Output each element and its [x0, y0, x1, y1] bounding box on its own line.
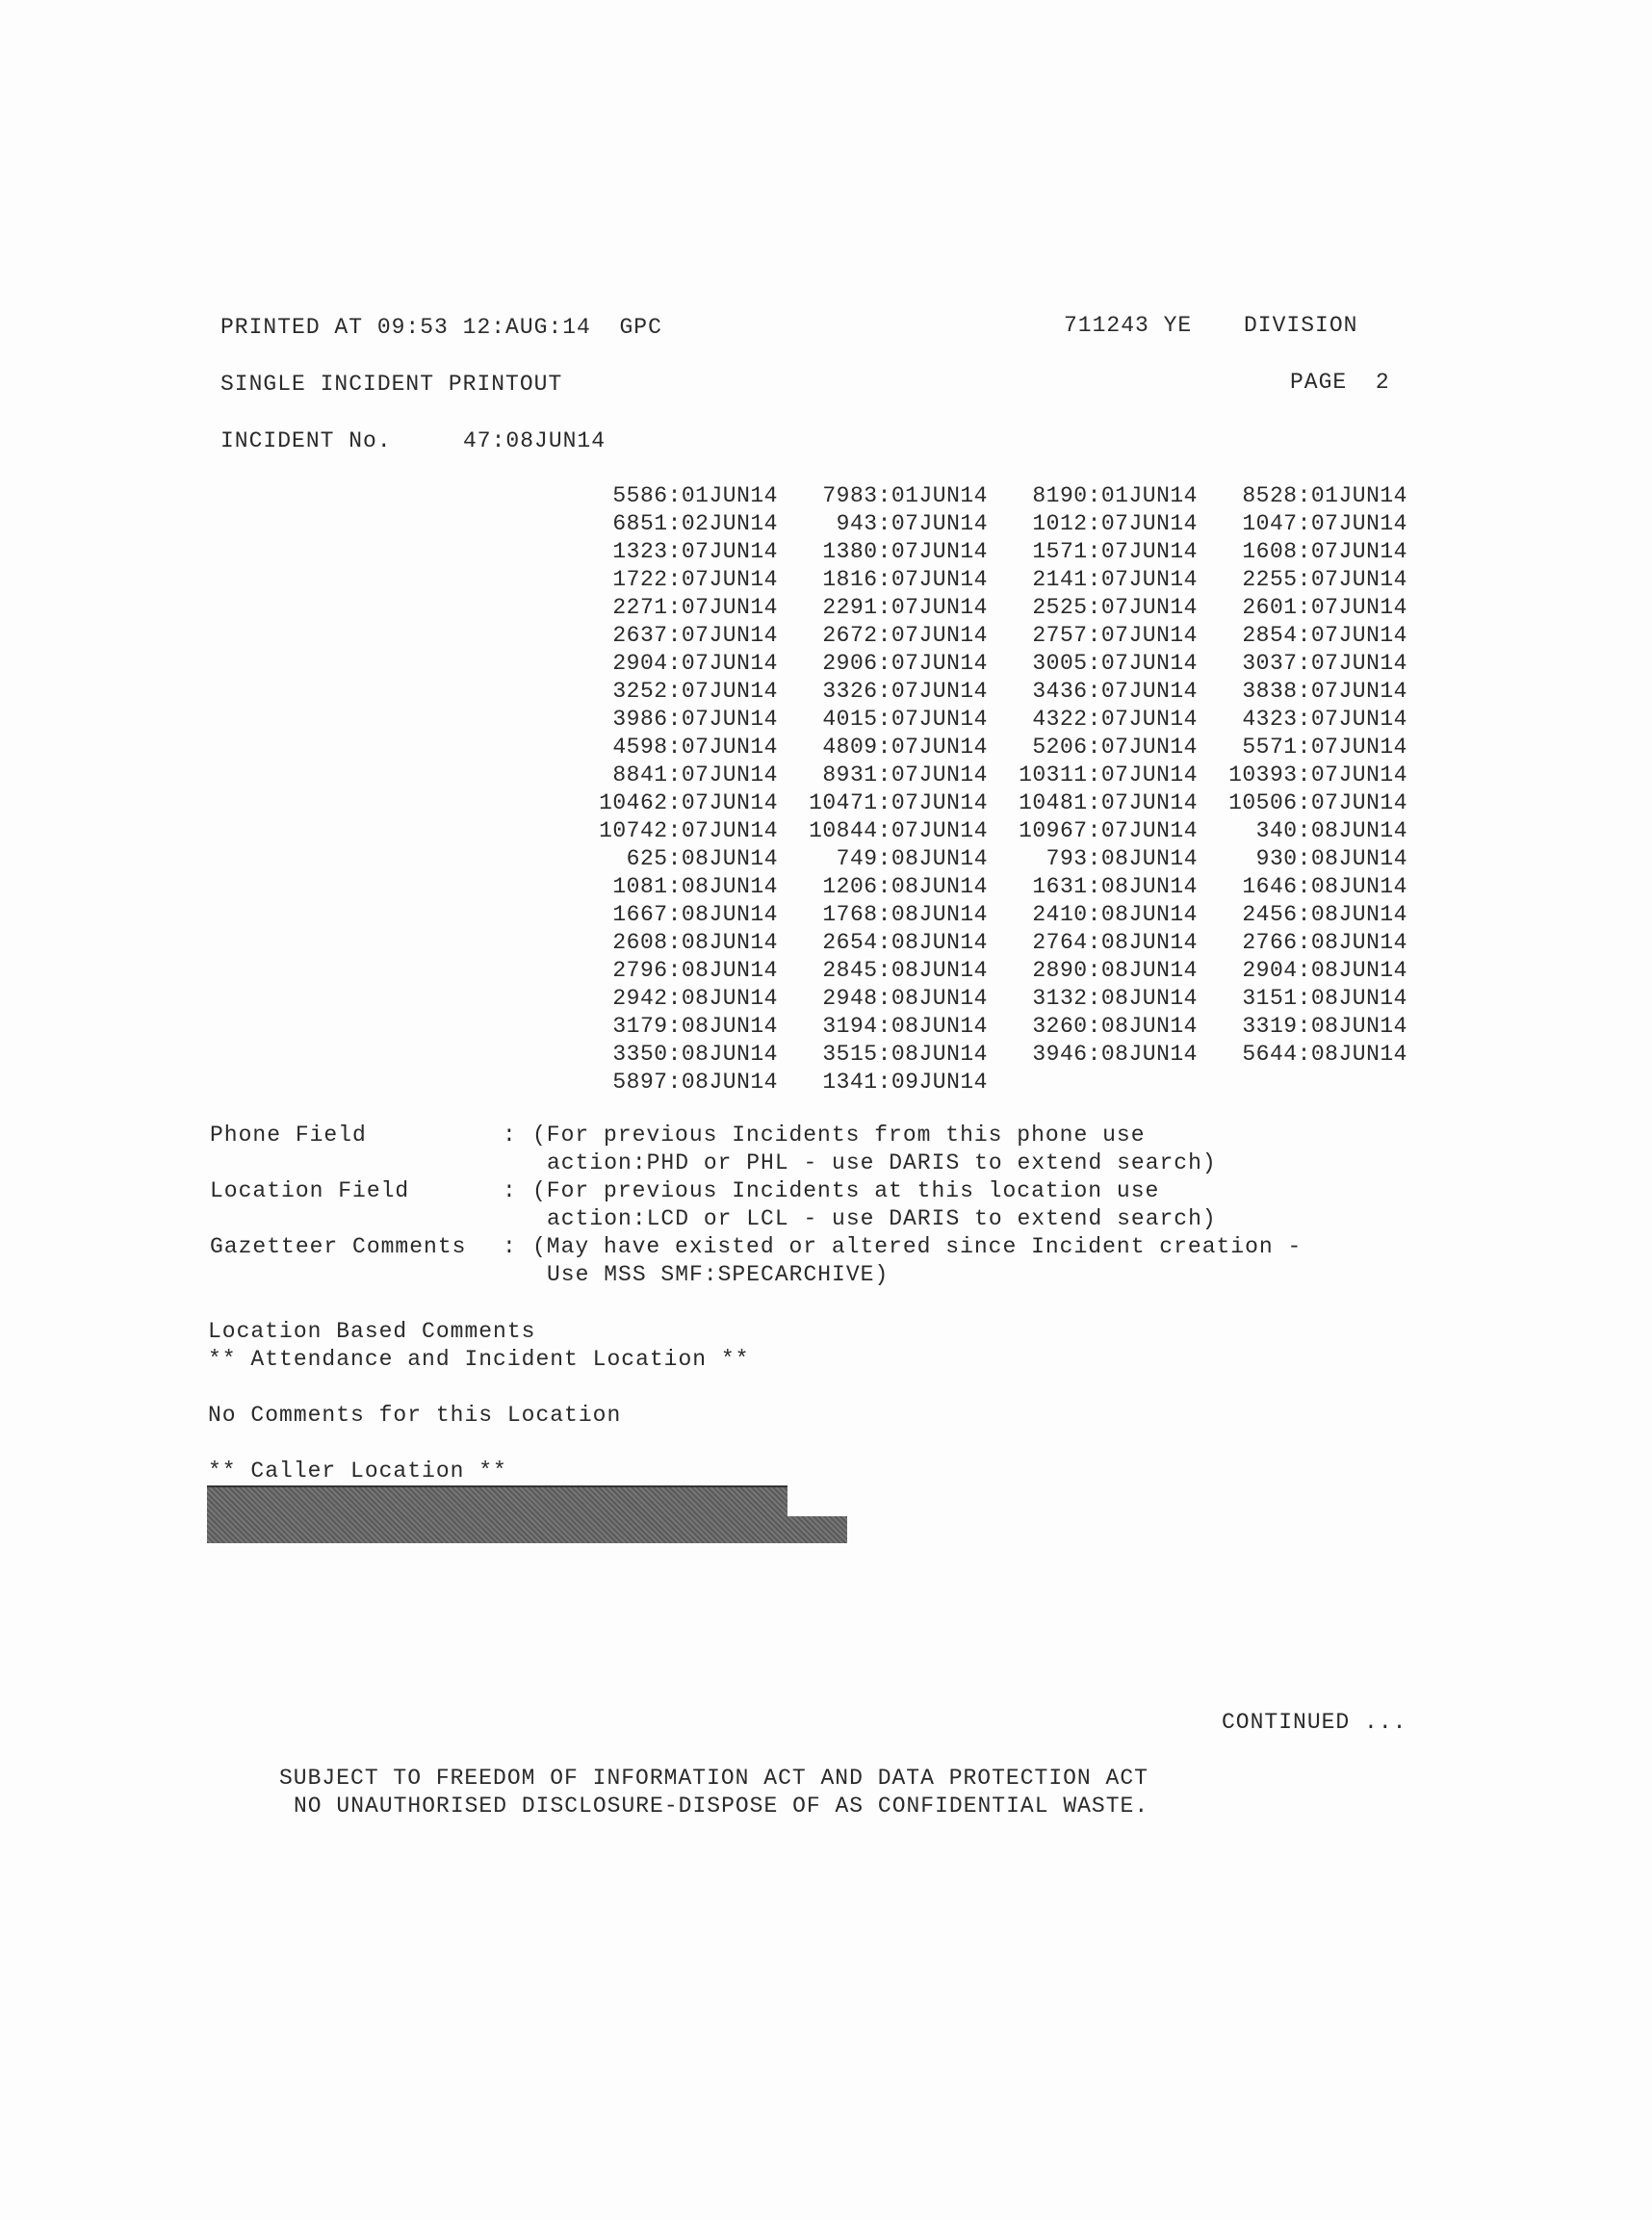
- page-number: PAGE 2: [1290, 370, 1390, 395]
- incident-reference: 1380:07JUN14: [822, 538, 988, 564]
- phone-field-note-2: action:PHD or PHL - use DARIS to extend search): [547, 1150, 1217, 1175]
- incident-reference: 2904:07JUN14: [612, 650, 778, 676]
- incident-reference: 3179:08JUN14: [612, 1013, 778, 1039]
- incident-reference: 930:08JUN14: [1255, 845, 1407, 871]
- incident-reference: 340:08JUN14: [1255, 817, 1407, 843]
- incident-reference: 1047:07JUN14: [1242, 510, 1407, 536]
- incident-reference: 10462:07JUN14: [599, 789, 778, 815]
- division-label: DIVISION: [1244, 313, 1358, 338]
- incident-reference: 2948:08JUN14: [822, 985, 988, 1011]
- incident-row: [568, 872, 1407, 900]
- location-field-separator: :: [503, 1178, 516, 1203]
- page-title: SINGLE INCIDENT PRINTOUT: [220, 372, 563, 397]
- incident-reference: 10471:07JUN14: [809, 789, 988, 815]
- incident-reference: 1722:07JUN14: [612, 566, 778, 592]
- incident-reference: 3436:07JUN14: [1032, 678, 1198, 704]
- gazetteer-separator: :: [503, 1234, 516, 1259]
- incident-reference: 5571:07JUN14: [1242, 734, 1407, 760]
- incident-reference: 3252:07JUN14: [612, 678, 778, 704]
- incident-reference: 1631:08JUN14: [1032, 873, 1198, 899]
- phone-field-label: Phone Field: [210, 1123, 367, 1148]
- incident-reference: 2757:07JUN14: [1032, 622, 1198, 648]
- incident-reference: 3946:08JUN14: [1032, 1041, 1198, 1067]
- reference-number: 711243 YE: [1064, 313, 1193, 338]
- phone-field-separator: :: [503, 1123, 516, 1148]
- no-comments-text: No Comments for this Location: [208, 1403, 622, 1428]
- incident-reference: 8528:01JUN14: [1242, 482, 1407, 508]
- incident-reference: 2456:08JUN14: [1242, 901, 1407, 927]
- incident-reference: 10311:07JUN14: [1019, 762, 1198, 787]
- incident-reference: 1816:07JUN14: [822, 566, 988, 592]
- gazetteer-label: Gazetteer Comments: [210, 1234, 467, 1259]
- incident-reference: 2291:07JUN14: [822, 594, 988, 620]
- incident-row: [568, 788, 1407, 816]
- incident-reference: 1646:08JUN14: [1242, 873, 1407, 899]
- incident-reference: [988, 1068, 1198, 1096]
- redaction-block: [207, 1485, 847, 1543]
- incident-reference: 3515:08JUN14: [822, 1041, 988, 1067]
- location-field-note-1: (For previous Incidents at this location use: [532, 1178, 1160, 1203]
- incident-reference: 5206:07JUN14: [1032, 734, 1198, 760]
- incident-reference: 2766:08JUN14: [1242, 929, 1407, 955]
- incident-reference: 10844:07JUN14: [809, 817, 988, 843]
- related-incidents-table: [568, 481, 1407, 1096]
- incident-row: [568, 677, 1407, 705]
- incident-reference: 7983:01JUN14: [822, 482, 988, 508]
- incident-row: [568, 481, 1407, 509]
- incident-reference: 2764:08JUN14: [1032, 929, 1198, 955]
- incident-row: [568, 649, 1407, 677]
- incident-reference: 2608:08JUN14: [612, 929, 778, 955]
- incident-reference: 2845:08JUN14: [822, 957, 988, 983]
- incident-reference: 3838:07JUN14: [1242, 678, 1407, 704]
- incident-reference: 1012:07JUN14: [1032, 510, 1198, 536]
- incident-reference: 3260:08JUN14: [1032, 1013, 1198, 1039]
- incident-reference: 2410:08JUN14: [1032, 901, 1198, 927]
- incident-reference: 1608:07JUN14: [1242, 538, 1407, 564]
- incident-reference: 2637:07JUN14: [612, 622, 778, 648]
- incident-row: [568, 565, 1407, 593]
- incident-reference: 3037:07JUN14: [1242, 650, 1407, 676]
- incident-reference: 1571:07JUN14: [1032, 538, 1198, 564]
- incident-reference: 2890:08JUN14: [1032, 957, 1198, 983]
- incident-reference: 2141:07JUN14: [1032, 566, 1198, 592]
- incident-reference: 4322:07JUN14: [1032, 706, 1198, 732]
- incident-row: [568, 761, 1407, 788]
- incident-row: [568, 816, 1407, 844]
- incident-reference: 6851:02JUN14: [612, 510, 778, 536]
- incident-reference: 4015:07JUN14: [822, 706, 988, 732]
- incident-reference: 2672:07JUN14: [822, 622, 988, 648]
- incident-reference: 2525:07JUN14: [1032, 594, 1198, 620]
- confidentiality-notice-2: NO UNAUTHORISED DISCLOSURE-DISPOSE OF AS CONFIDENTIAL WASTE.: [294, 1794, 1149, 1819]
- incident-reference: 2271:07JUN14: [612, 594, 778, 620]
- incident-reference: [1198, 1068, 1407, 1096]
- attendance-heading: ** Attendance and Incident Location **: [208, 1347, 750, 1372]
- incident-row: [568, 593, 1407, 621]
- incident-reference: 2942:08JUN14: [612, 985, 778, 1011]
- incident-reference: 8931:07JUN14: [822, 762, 988, 787]
- incident-reference: 4809:07JUN14: [822, 734, 988, 760]
- location-field-label: Location Field: [210, 1178, 410, 1203]
- incident-row: [568, 1040, 1407, 1068]
- incident-reference: 3005:07JUN14: [1032, 650, 1198, 676]
- incident-reference: 2796:08JUN14: [612, 957, 778, 983]
- location-based-comments-heading: Location Based Comments: [208, 1319, 536, 1344]
- incident-row: [568, 509, 1407, 537]
- incident-row: [568, 537, 1407, 565]
- incident-reference: 4598:07JUN14: [612, 734, 778, 760]
- incident-reference: 1323:07JUN14: [612, 538, 778, 564]
- incident-reference: 1768:08JUN14: [822, 901, 988, 927]
- incident-reference: 793:08JUN14: [1045, 845, 1198, 871]
- incident-row: [568, 844, 1407, 872]
- caller-location-heading: ** Caller Location **: [208, 1458, 507, 1484]
- incident-row: [568, 928, 1407, 956]
- incident-reference: 2904:08JUN14: [1242, 957, 1407, 983]
- incident-reference: 3350:08JUN14: [612, 1041, 778, 1067]
- incident-reference: 3151:08JUN14: [1242, 985, 1407, 1011]
- printed-at: PRINTED AT 09:53 12:AUG:14 GPC: [220, 315, 662, 340]
- incident-reference: 3319:08JUN14: [1242, 1013, 1407, 1039]
- incident-row: [568, 984, 1407, 1012]
- incident-row: [568, 705, 1407, 733]
- incident-reference: 10481:07JUN14: [1019, 789, 1198, 815]
- incident-row: [568, 956, 1407, 984]
- incident-reference: 10742:07JUN14: [599, 817, 778, 843]
- incident-reference: 2601:07JUN14: [1242, 594, 1407, 620]
- incident-reference: 1081:08JUN14: [612, 873, 778, 899]
- incident-reference: 943:07JUN14: [836, 510, 988, 536]
- incident-reference: 10967:07JUN14: [1019, 817, 1198, 843]
- incident-label: INCIDENT No.: [220, 428, 392, 453]
- incident-reference: 3194:08JUN14: [822, 1013, 988, 1039]
- redaction-notch: [787, 1485, 847, 1516]
- incident-reference: 10506:07JUN14: [1228, 789, 1407, 815]
- gazetteer-note-1: (May have existed or altered since Incident creation -: [532, 1234, 1303, 1259]
- incident-row: [568, 1012, 1407, 1040]
- incident-reference: 5644:08JUN14: [1242, 1041, 1407, 1067]
- incident-reference: 1341:09JUN14: [822, 1069, 988, 1095]
- gazetteer-note-2: Use MSS SMF:SPECARCHIVE): [547, 1262, 890, 1287]
- incident-reference: 3986:07JUN14: [612, 706, 778, 732]
- incident-number: 47:08JUN14: [463, 428, 607, 453]
- incident-row: [568, 733, 1407, 761]
- incident-reference: 1667:08JUN14: [612, 901, 778, 927]
- incident-reference: 4323:07JUN14: [1242, 706, 1407, 732]
- incident-reference: 10393:07JUN14: [1228, 762, 1407, 787]
- incident-reference: 1206:08JUN14: [822, 873, 988, 899]
- incident-reference: 3132:08JUN14: [1032, 985, 1198, 1011]
- incident-reference: 3326:07JUN14: [822, 678, 988, 704]
- incident-row: [568, 621, 1407, 649]
- confidentiality-notice-1: SUBJECT TO FREEDOM OF INFORMATION ACT AND DATA PROTECTION ACT: [279, 1766, 1149, 1791]
- incident-reference: 8190:01JUN14: [1032, 482, 1198, 508]
- incident-reference: 5586:01JUN14: [612, 482, 778, 508]
- incident-row: [568, 900, 1407, 928]
- phone-field-note-1: (For previous Incidents from this phone use: [532, 1123, 1146, 1148]
- location-field-note-2: action:LCD or LCL - use DARIS to extend search): [547, 1206, 1217, 1231]
- incident-reference: 2854:07JUN14: [1242, 622, 1407, 648]
- incident-reference: 2654:08JUN14: [822, 929, 988, 955]
- incident-reference: 625:08JUN14: [626, 845, 778, 871]
- continued-label: CONTINUED ...: [1222, 1710, 1407, 1735]
- incident-reference: 2255:07JUN14: [1242, 566, 1407, 592]
- incident-reference: 5897:08JUN14: [612, 1069, 778, 1095]
- incident-reference: 749:08JUN14: [836, 845, 988, 871]
- incident-reference: 8841:07JUN14: [612, 762, 778, 787]
- incident-row: [568, 1068, 1407, 1096]
- incident-reference: 2906:07JUN14: [822, 650, 988, 676]
